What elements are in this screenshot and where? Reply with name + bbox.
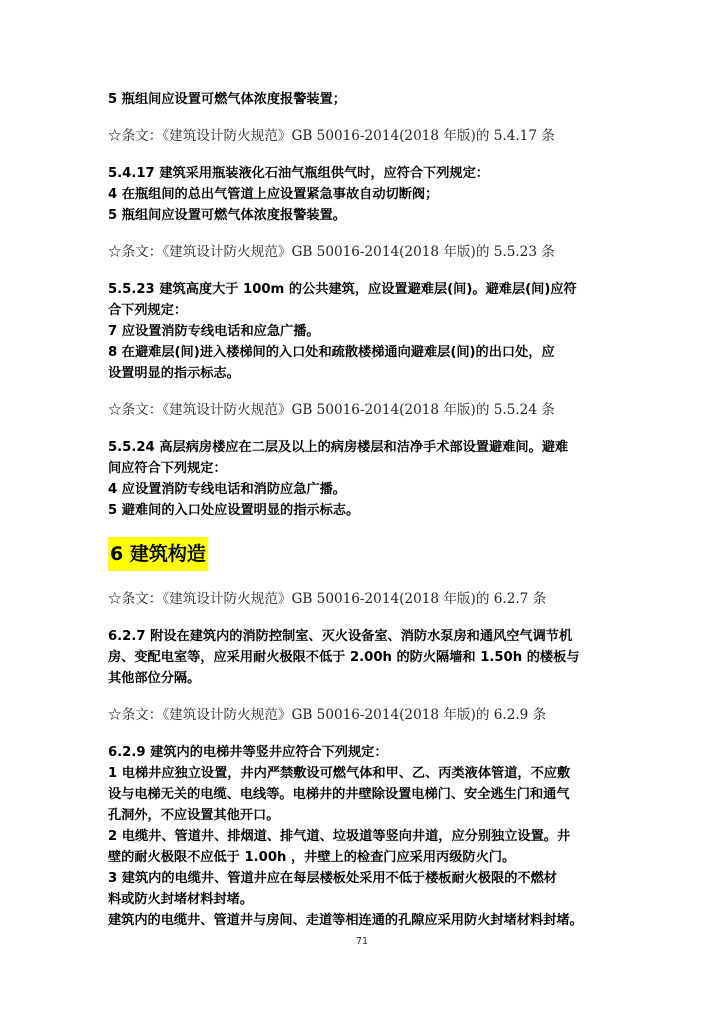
clause-line: 3 建筑内的电缆井、管道井应在每层楼板处采用不低于楼板耐火极限的不燃材 <box>108 871 557 886</box>
clause-line: 5 瓶组间应设置可燃气体浓度报警装置。 <box>108 208 346 223</box>
clause-block-5-5-24 <box>108 437 628 521</box>
clause-line: 设与电梯无关的电缆、电线等。电梯井的井壁除设置电梯门、安全逃生门和通气 <box>108 787 570 802</box>
clause-block-6-2-9 <box>108 742 628 931</box>
clause-line: 5 避难间的入口处应设置明显的指示标志。 <box>108 503 360 518</box>
clause-line: 5 瓶组间应设置可燃气体浓度报警装置； <box>108 92 346 107</box>
clause-reference: ☆条文：《建筑设计防火规范》GB 50016-2014(2018 年版)的 6.2.7 条 <box>108 591 547 607</box>
clause-line: 7 应设置消防专线电话和应急广播。 <box>108 324 320 339</box>
clause-line: 壁的耐火极限不应低于 1.00h ，井壁上的检查门应采用丙级防火门。 <box>108 850 516 865</box>
clause-line: 1 电梯井应独立设置，井内严禁敷设可燃气体和甲、乙、丙类液体管道，不应敷 <box>108 766 571 781</box>
clause-line: 间应符合下列规定： <box>108 461 227 476</box>
clause-line: 4 在瓶组间的总出气管道上应设置紧急事故自动切断阀； <box>108 187 439 202</box>
clause-block-5-5-23 <box>108 279 628 384</box>
clause-reference: ☆条文：《建筑设计防火规范》GB 50016-2014(2018 年版)的 5.5.23 条 <box>108 244 555 260</box>
clause-line: 设置明显的指示标志。 <box>108 366 240 381</box>
clause-reference: ☆条文：《建筑设计防火规范》GB 50016-2014(2018 年版)的 6.2.9 条 <box>108 707 547 723</box>
clause-line: 房、变配电室等，应采用耐火极限不低于 2.00h 的防火隔墙和 1.50h 的楼板与 <box>108 650 580 665</box>
clause-line: 建筑内的电缆井、管道井与房间、走道等相连通的孔隙应采用防火封堵材料封堵。 <box>108 913 583 928</box>
clause-block-5-4-17 <box>108 163 628 226</box>
section-heading-wrapper <box>108 537 628 573</box>
clause-line: 孔洞外，不应设置其他开口。 <box>108 808 280 823</box>
clause-reference: ☆条文：《建筑设计防火规范》GB 50016-2014(2018 年版)的 5.4.17 条 <box>108 128 555 144</box>
clause-line: 2 电缆井、管道井、排烟道、排气道、垃圾道等竖向井道，应分别独立设置。井 <box>108 829 571 844</box>
clause-line: 其他部位分隔。 <box>108 671 201 686</box>
clause-line: 8 在避难层(间)进入楼梯间的入口处和疏散楼梯通向避难层(间)的出口处，应 <box>108 345 555 360</box>
clause-line: 5.5.23 建筑高度大于 100m 的公共建筑，应设置避难层(间)。避难层(间)应符 <box>108 282 577 297</box>
section-heading: 6 建筑构造 <box>108 537 208 571</box>
clause-line: 6.2.7 附设在建筑内的消防控制室、灭火设备室、消防水泵房和通风空气调节机 <box>108 629 573 644</box>
clause-line: 料或防火封堵材料封堵。 <box>108 892 254 907</box>
clause-line: 5.4.17 建筑采用瓶装液化石油气瓶组供气时，应符合下列规定： <box>108 166 489 181</box>
page-body <box>108 89 628 931</box>
clause-line: 合下列规定： <box>108 303 188 318</box>
clause-reference: ☆条文：《建筑设计防火规范》GB 50016-2014(2018 年版)的 5.5.24 条 <box>108 402 555 418</box>
clause-line: 6.2.9 建筑内的电梯井等竖井应符合下列规定： <box>108 745 388 760</box>
clause-line: 5.5.24 高层病房楼应在二层及以上的病房楼层和洁净手术部设置避难间。避难 <box>108 440 569 455</box>
clause-block-6-2-7 <box>108 626 628 689</box>
clause-line: 4 应设置消防专线电话和消防应急广播。 <box>108 482 346 497</box>
page-number: 71 <box>355 936 369 947</box>
